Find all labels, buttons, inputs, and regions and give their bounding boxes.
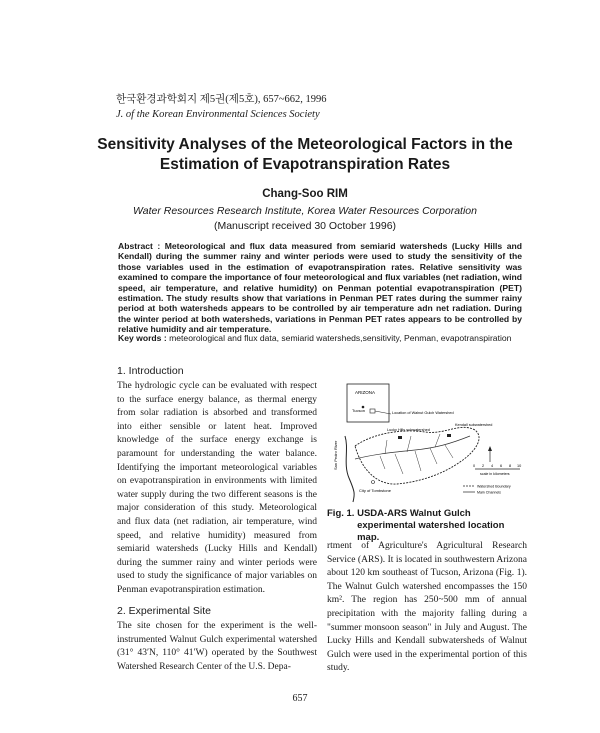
scale-numbers	[473, 464, 521, 468]
san-pedro-river	[345, 436, 354, 502]
tombstone-marker-icon	[372, 481, 375, 484]
label-kendall: Kendall subwatershed	[455, 423, 493, 427]
author-name: Chang-Soo RIM	[262, 188, 348, 200]
journal-name: J. of the Korean Environmental Sciences Society	[116, 109, 320, 120]
page-number: 657	[292, 693, 308, 704]
location-map-svg	[325, 374, 530, 504]
title-line-2: Estimation of Evapotranspiration Rates	[159, 156, 451, 173]
keywords-text: meteorological and flux data, semiarid watersheds,sensitivity, Penman, evapotranspiration	[169, 333, 512, 343]
tributary-channels	[380, 445, 453, 474]
figure-location-map	[325, 374, 530, 504]
manuscript-received: (Manuscript received 30 October 1996)	[213, 220, 397, 232]
abstract	[118, 241, 522, 335]
abstract-label: Abstract :	[118, 241, 161, 251]
keywords	[118, 333, 522, 343]
scale-number: 4	[491, 464, 494, 468]
label-tucson: Tucson	[352, 408, 365, 413]
legend-channels-label: Main Channels	[477, 490, 501, 495]
label-location: Location of Walnut Gulch Watershed	[392, 411, 454, 415]
scale-number: 0	[473, 464, 476, 468]
label-scale: scale in kilometers	[480, 472, 510, 476]
watershed-inset-marker-icon	[370, 409, 375, 413]
upper-tributaries	[385, 434, 440, 454]
figure-caption	[327, 508, 527, 544]
experimental-site-text: The site chosen for the experiment is the well-instrumented Walnut Gulch experimental watershed (31° 43′N, 110° 41′W) operated by the Southwest Watershed Research Center of the U.S. Depa-	[117, 621, 317, 672]
abstract-text: Meteorological and flux data measured from semiarid watersheds (Lucky Hills and Kendall) during the summer rainy and winter periods were used to study the sensitivity of the those variables used in the estimation of evapotranspiration rates. Relative sensitivity was examined to compare the importance of four meteorological and flux variables (net radiation, wind speed, air temperature, and relative humidity) on Penman potential evapotranspiration (PET) estimation. The study results show that variations in Penman PET rates during the summer rainy period at both watersheds appears to be controlled by air temperature adn net radiation. During the winter period at both watersheds, variations in Penman PET rates appears to be controlled by relative humidity and air temperature.	[118, 241, 522, 335]
north-arrow-head-icon	[488, 446, 492, 451]
paper-title	[60, 135, 550, 175]
lucky-hills-marker-icon	[398, 436, 402, 439]
label-tombstone: City of Tombstone	[359, 488, 391, 493]
watershed-boundary	[355, 427, 479, 484]
kendall-marker-icon	[447, 434, 451, 437]
label-arizona: ARIZONA	[355, 390, 376, 395]
journal-citation	[116, 92, 327, 122]
experimental-site-continued-text: rtment of Agriculture's Agricultural Research Service (ARS). It is located in southwestern Arizona about 120 km southeast of Tucson, Arizona (Fig. 1). The Walnut Gulch watershed encompasses the 150 km². The region has 250~500 mm of annual precipitation with the majority falling during a "summer monsoon season" in July and August. The Lucky Hills and Kendall subwatersheds of Walnut Gulch were used in the experimental portion of this study.	[327, 541, 527, 674]
label-lucky-hills: Lucky Hills subwatershed	[387, 428, 430, 432]
introduction-text: The hydrologic cycle can be evaluated with respect to the surface energy balance, as thermal energy from solar radiation is absorbed and transformed into either sensible or latent heat. Improved knowledge of the surface energy exchange is paramount for understanding the water balance. Identifying the important meteorological variables on evapotranspiration in environments with limited water supply during the two different seasons is the major consideration of this study. Meteorological and flux data (net radiation, air temperature, wind speed, and relative humidity) measured from semiarid watersheds (Lucky Hills and Kendall) during the summer rainy and winter periods were used to study the significance of major variables on Penman evapotranspiration estimation.	[117, 381, 317, 595]
keywords-label: Key words :	[118, 333, 167, 343]
journal-citation-korean: 한국환경과학회지 제5권(제5호), 657~662, 1996	[116, 94, 327, 105]
section-heading-introduction: 1. Introduction	[117, 365, 184, 377]
scale-number: 2	[482, 464, 485, 468]
scale-number: 8	[509, 464, 512, 468]
label-san-pedro-river: San Pedro River	[333, 440, 338, 470]
caption-text: USDA-ARS Walnut Gulch experimental watershed location map.	[357, 508, 505, 543]
scale-number: 6	[500, 464, 503, 468]
main-channel	[355, 436, 470, 459]
title-line-1: Sensitivity Analyses of the Meteorological Factors in the	[97, 136, 513, 153]
author-affiliation: Water Resources Research Institute, Korea Water Resources Corporation	[133, 205, 477, 217]
caption-label: Fig. 1.	[327, 508, 355, 519]
section-heading-experimental-site: 2. Experimental Site	[117, 605, 211, 617]
legend-boundary-label: Watershed Boundary	[477, 484, 511, 489]
scale-number: 10	[517, 464, 522, 468]
